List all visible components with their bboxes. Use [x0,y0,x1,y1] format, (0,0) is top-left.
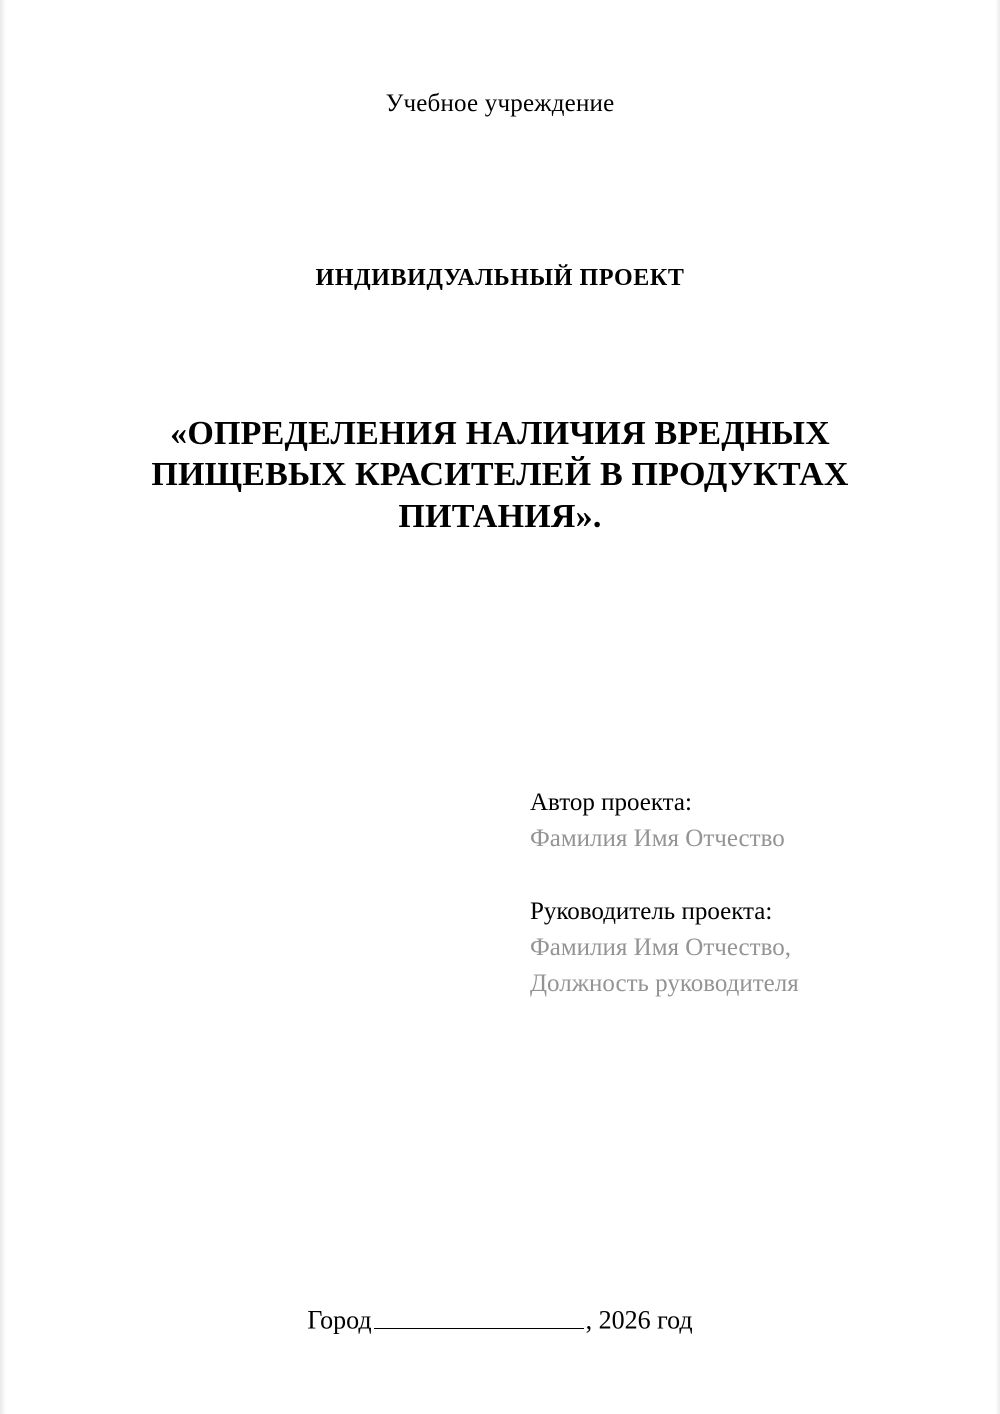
authorship-block [530,785,890,1002]
authorship-spacer [530,858,890,894]
author-value: Фамилия Имя Отчество [530,825,785,853]
city-blank-line [374,1303,584,1329]
institution-name: Учебное учреждение [385,90,615,117]
project-type-heading: ИНДИВИДУАЛЬНЫЙ ПРОЕКТ [315,265,685,291]
supervisor-value-line-2: Должность руководителя [530,970,799,997]
supervisor-label: Руководитель проекта: [530,897,773,925]
city-label: Город [307,1306,372,1335]
page-content [110,0,890,1414]
footer-city-year [110,1303,890,1336]
supervisor-value-line-1: Фамилия Имя Отчество, [530,933,791,961]
year-text: , 2026 год [585,1306,693,1335]
page-title: «ОПРЕДЕЛЕНИЯ НАЛИЧИЯ ВРЕДНЫХ ПИЩЕВЫХ КРАСИТЕЛЕЙ В ПРОДУКТАХ ПИТАНИЯ». [151,415,849,535]
author-label: Автор проекта: [530,789,692,816]
